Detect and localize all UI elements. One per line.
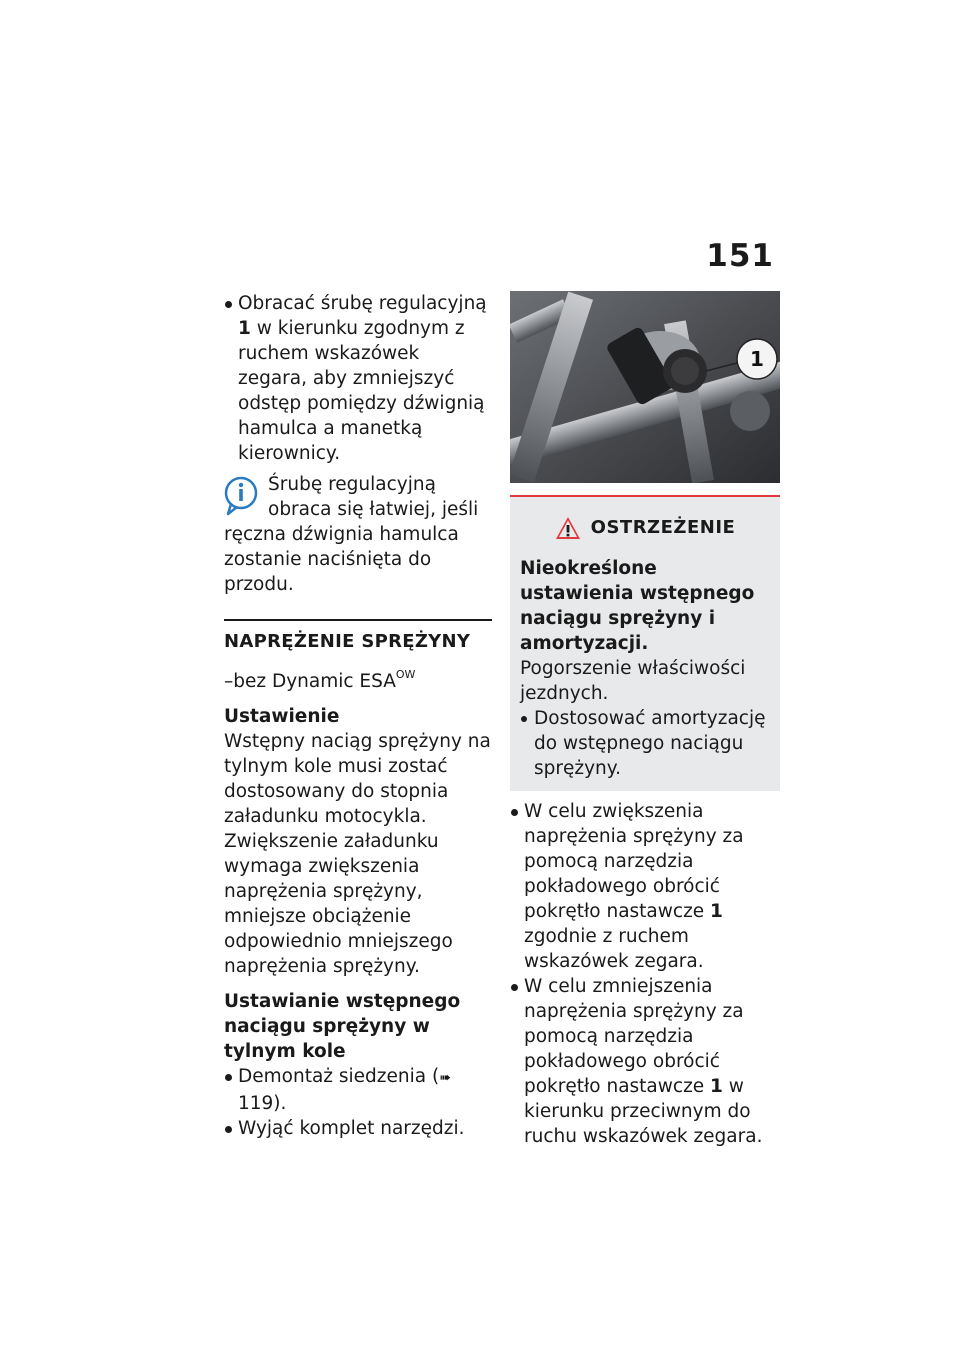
section-title: NAPRĘŻENIE SPRĘŻYNY	[224, 631, 471, 652]
list-item: W celu zmniejszenia naprężenia sprężyny za pomocą narzędzia pokładowego obrócić pokrętło nastawcze 1 w kierunku przeciwnym do ruchu wskazówek zegara.	[510, 974, 780, 1149]
info-text: Śrubę regulacyjną obraca się łatwiej, jeśli ręczna dźwignia hamulca zostanie naciśnięta do przodu.	[224, 474, 479, 595]
warning-box	[510, 495, 780, 791]
list-item: Demontaż siedzenia (➠ 119).	[224, 1064, 492, 1116]
bullet-text: Obracać śrubę regulacyjną 1 w kierunku zgodnym z ruchem wskazówek zegara, aby zmniejszyć odstęp pomiędzy dźwignią hamulca a manetką kierownicy.	[238, 293, 487, 464]
warning-list-item: Dostosować amortyzację do wstępnego naciągu sprężyny.	[520, 706, 770, 781]
right-column	[510, 291, 780, 1149]
warning-triangle-icon	[555, 516, 581, 540]
motorcycle-photo	[510, 291, 780, 483]
section-subtitle: –bez Dynamic $ESA^{OW}$	[224, 668, 416, 692]
paragraph: Wstępny naciąg sprężyny na tylnym kole musi zostać dostosowany do stopnia załadunku motocykla. Zwiększenie załadunku wymaga zwiększenia naprężenia sprężyny, mniejsze obciążenie odpowiednio mniejszego naprężenia sprężyny.	[224, 731, 491, 977]
list-item	[224, 291, 492, 466]
list-item: Wyjąć komplet narzędzi.	[224, 1116, 492, 1141]
info-note	[224, 472, 492, 597]
arrow-right-icon[interactable]: ➠	[439, 1070, 451, 1086]
page-number: 151	[706, 238, 774, 274]
section-divider	[224, 619, 492, 621]
left-column	[224, 291, 492, 1141]
info-icon	[224, 474, 262, 518]
warning-text: Pogorszenie właściwości jezdnych.	[520, 658, 746, 704]
reference-number: 1	[710, 1076, 723, 1097]
reference-number: 1	[710, 901, 723, 922]
warning-title: OSTRZEŻENIE	[520, 515, 770, 540]
heading-ustawianie: Ustawianie wstępnego naciągu sprężyny w tylnym kole	[224, 991, 461, 1062]
photo-callout: 1	[750, 347, 764, 371]
heading-ustawienie: Ustawienie	[224, 706, 340, 727]
warning-headline: Nieokreślone ustawienia wstępnego naciągu sprężyny i amortyzacji.	[520, 558, 755, 654]
photo-illustration	[510, 291, 780, 483]
list-item: W celu zwiększenia naprężenia sprężyny za pomocą narzędzia pokładowego obrócić pokrętło nastawcze 1 zgodnie z ruchem wskazówek zegara.	[510, 799, 780, 974]
reference-number: 1	[238, 318, 251, 339]
